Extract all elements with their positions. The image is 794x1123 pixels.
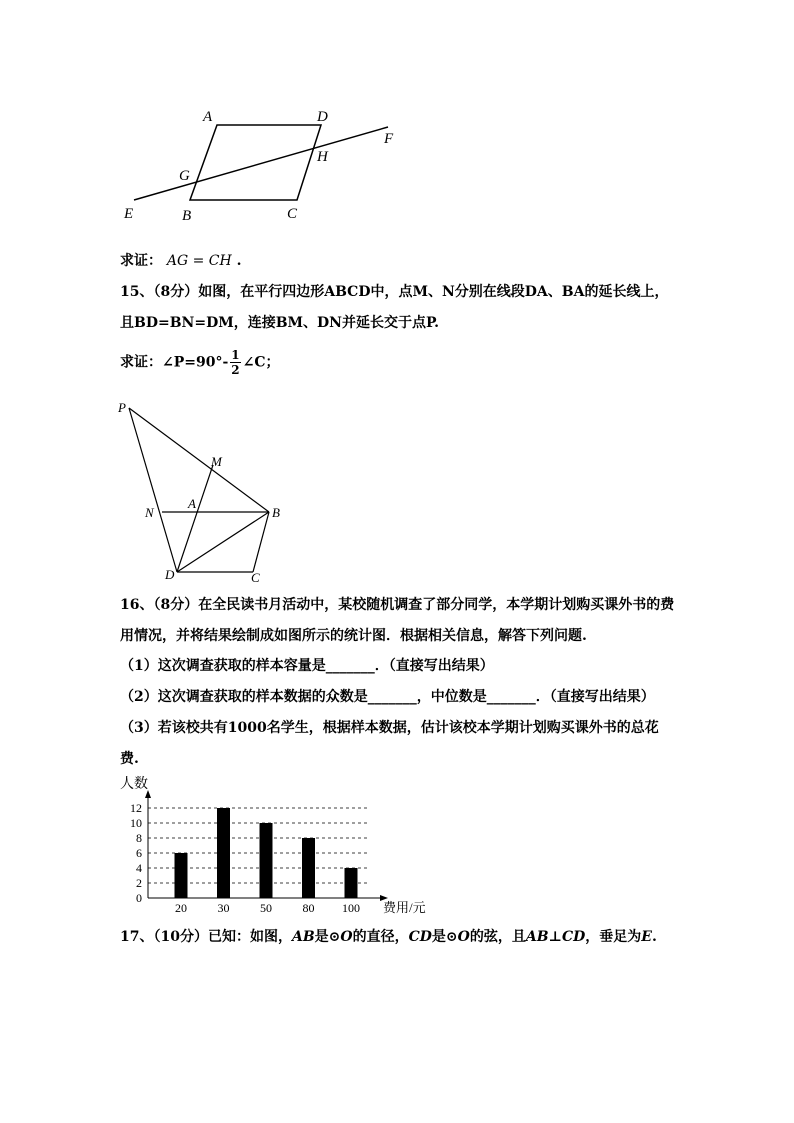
- label-b: B: [182, 208, 192, 224]
- label-p: P: [118, 400, 126, 415]
- label-n: N: [145, 505, 154, 520]
- label-a2: A: [188, 496, 196, 511]
- q17-end: .: [651, 929, 657, 945]
- q17-t3: 是: [431, 929, 446, 945]
- chart-bar-30: [217, 808, 230, 898]
- q15-frac-den: 2: [231, 363, 240, 377]
- proof-14-end: .: [236, 253, 242, 269]
- chart-xtick-label: 20: [175, 901, 187, 915]
- chart-ytick-label: 6: [136, 846, 142, 860]
- q17-t2: 的直径，: [352, 929, 409, 945]
- figure-pmn: [110, 395, 290, 590]
- q15-proof-suffix: ∠C；: [242, 354, 280, 371]
- label-h: H: [317, 149, 328, 165]
- q16-sub2: （2）这次调查获取的样本数据的众数是_______，中位数是_______．（直接写出结果）: [120, 689, 655, 705]
- q16-sub1: （1）这次调查获取的样本容量是_______．（直接写出结果）: [120, 658, 494, 674]
- chart-xtick-label: 30: [217, 901, 230, 915]
- label-c: C: [287, 206, 298, 222]
- chart-ytick-label: 8: [136, 831, 142, 845]
- q15-proof: [120, 348, 280, 377]
- q17-t4: 的弦，且: [469, 929, 526, 945]
- parallelogram-abcd: [190, 125, 321, 200]
- q17-circle1: ⊙O: [328, 929, 353, 945]
- proof-14-formula: AG = CH: [166, 253, 232, 269]
- chart-ytick-label: 4: [136, 861, 142, 875]
- chart-bar-100: [345, 868, 358, 898]
- label-f: F: [384, 131, 394, 147]
- q15-proof-prefix: 求证：∠P=90°-: [120, 354, 229, 371]
- label-m: M: [211, 454, 222, 469]
- q16-line1: 16、（8分）在全民读书月活动中，某校随机调查了部分同学，本学期计划购买课外书的费: [120, 597, 675, 613]
- q17-perp: AB⊥CD: [525, 929, 586, 945]
- chart-ylabel: 人数: [120, 777, 148, 792]
- figure-parallelogram-ef: [110, 100, 420, 230]
- q16-line2: 用情况，并将结果绘制成如图所示的统计图．根据相关信息，解答下列问题.: [120, 628, 587, 644]
- line-ef: [134, 127, 388, 200]
- q17-e: E: [641, 929, 652, 945]
- q17-prefix: 17、（10分）已知：如图，: [120, 929, 292, 945]
- q17-line: [120, 926, 657, 946]
- chart-bar-80: [302, 838, 315, 898]
- q15-line1: 15、（8分）如图，在平行四边形ABCD中，点M、N分别在线段DA、BA的延长线上，: [120, 284, 669, 300]
- chart-ytick-label: 10: [130, 816, 142, 830]
- label-c2: C: [251, 570, 260, 585]
- chart-xtick-label: 80: [302, 901, 315, 915]
- label-b2: B: [272, 505, 280, 520]
- q17-t5: ，垂足为: [585, 929, 642, 945]
- label-d: D: [317, 109, 328, 125]
- q16-sub3b: 费.: [120, 751, 139, 767]
- q17-t1: 是: [314, 929, 329, 945]
- q15-fraction: [230, 348, 240, 377]
- chart-xtick-label: 100: [342, 901, 360, 915]
- proof-14: [120, 250, 241, 270]
- label-g: G: [179, 168, 190, 184]
- q17-cd: CD: [408, 929, 432, 945]
- bar-chart: [110, 770, 440, 920]
- chart-bar-50: [260, 823, 273, 898]
- q15-line2: 且BD=BN=DM，连接BM、DN并延长交于点P.: [120, 315, 440, 331]
- chart-ytick-label: 12: [130, 801, 142, 815]
- proof-14-label: 求证：: [120, 253, 162, 269]
- chart-ytick-label: 0: [136, 891, 142, 905]
- label-d2: D: [165, 567, 175, 582]
- chart-ytick-label: 2: [136, 876, 142, 890]
- q16-sub3a: （3）若该校共有1000名学生，根据样本数据，估计该校本学期计划购买课外书的总花: [120, 720, 659, 736]
- label-e: E: [124, 206, 134, 222]
- label-a: A: [203, 109, 213, 125]
- q17-circle2: ⊙O: [445, 929, 470, 945]
- chart-xlabel: 费用/元: [383, 900, 426, 915]
- q17-ab: AB: [291, 929, 315, 945]
- chart-xtick-label: 50: [260, 901, 272, 915]
- chart-bar-20: [175, 853, 188, 898]
- q15-frac-num: 1: [231, 348, 240, 362]
